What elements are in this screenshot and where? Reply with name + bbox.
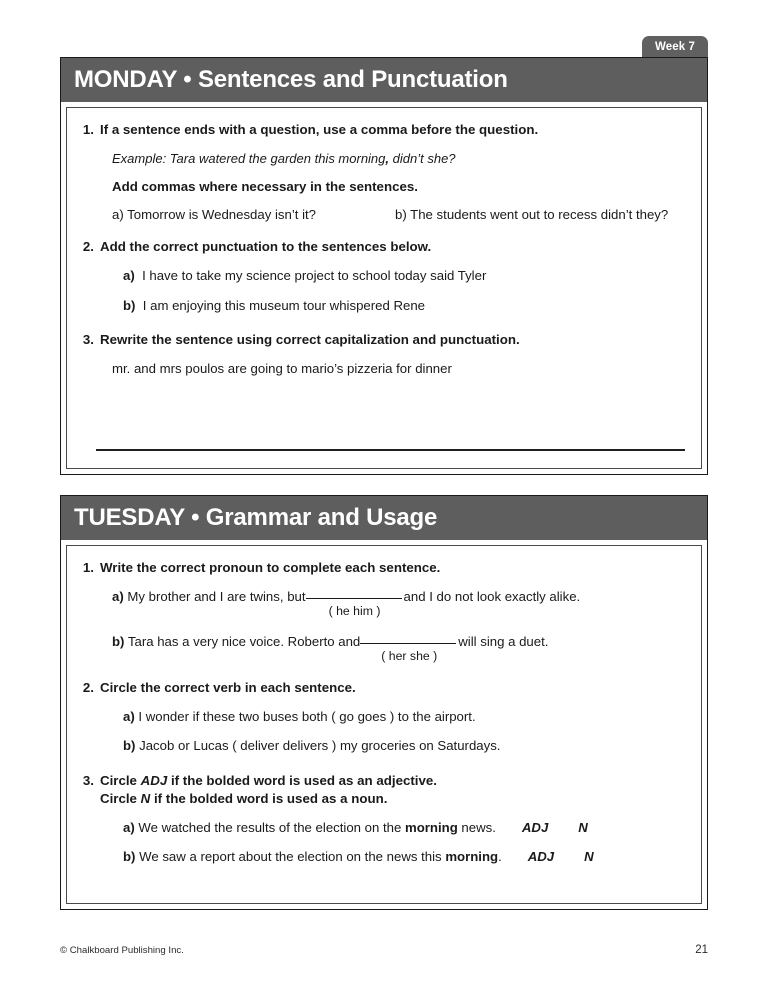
tue-question-1-item-b-before: Tara has a very nice voice. Roberto and xyxy=(127,634,361,650)
footer-copyright: © Chalkboard Publishing Inc. xyxy=(60,945,184,956)
question-2-number: 2. xyxy=(82,239,94,255)
question-1-item-b-text: The students went out to recess didn’t they? xyxy=(410,207,669,223)
tue-question-3-item-a[interactable] xyxy=(123,819,687,837)
tue-question-2-prompt: Circle the correct verb in each sentence. xyxy=(100,679,356,695)
pronoun-hint-b: ( her she ) xyxy=(381,649,438,664)
question-3-prompt: Rewrite the sentence using correct capitalization and punctuation. xyxy=(100,332,520,348)
pronoun-blank-line-b xyxy=(360,643,456,644)
tue-question-3-item-b-n[interactable]: N xyxy=(584,849,594,865)
tue-question-1-prompt: Write the correct pronoun to complete each sentence. xyxy=(100,560,441,575)
tue-question-1-item-a-after: and I do not look exactly alike. xyxy=(403,588,581,604)
tue-question-3-line1-em: ADJ xyxy=(140,772,168,788)
day-header-text-monday xyxy=(74,66,508,94)
tue-question-3-line2-a: Circle xyxy=(100,790,141,806)
day-body-tuesday xyxy=(66,545,702,904)
tue-question-2-item-b[interactable] xyxy=(123,737,687,755)
tue-question-1-item-b-label: b) xyxy=(112,634,125,650)
question-1-item-b-label: b) xyxy=(395,207,407,223)
tue-question-3-item-b-bold: morning xyxy=(445,849,499,865)
tue-question-2-number: 2. xyxy=(82,679,94,695)
tue-question-1-item-a[interactable] xyxy=(112,588,687,618)
tue-question-3-item-a-before: We watched the results of the election on the xyxy=(138,819,406,835)
question-2 xyxy=(81,238,687,256)
question-1-example xyxy=(112,150,687,168)
question-1-subhead: Add commas where necessary in the sentences. xyxy=(112,179,418,195)
question-1-prompt: If a sentence ends with a question, use a comma before the question. xyxy=(100,122,539,137)
day-header-monday xyxy=(61,58,707,102)
tue-question-3-item-a-n[interactable]: N xyxy=(578,819,588,835)
question-2-item-b-label: b) xyxy=(123,297,136,313)
tue-question-3-line2-em: N xyxy=(140,790,151,806)
tue-question-1-item-a-before: My brother and I are twins, but xyxy=(127,588,306,604)
question-1-item-a-label: a) xyxy=(112,207,124,223)
tue-question-2-item-b-label: b) xyxy=(123,738,136,754)
day-name-tuesday: TUESDAY xyxy=(74,504,185,531)
day-block-monday xyxy=(60,57,708,475)
pronoun-blank-b[interactable] xyxy=(360,633,458,664)
tue-question-2-item-a-label: a) xyxy=(123,708,135,724)
question-1-item-b[interactable] xyxy=(395,207,687,222)
tue-question-1-item-a-label: a) xyxy=(112,588,124,604)
question-1 xyxy=(81,121,687,139)
question-2-prompt: Add the correct punctuation to the sentences below. xyxy=(100,239,432,255)
question-2-item-a-text: I have to take my science project to school today said Tyler xyxy=(142,268,487,284)
tue-question-1-item-b[interactable] xyxy=(112,633,687,664)
day-separator-tuesday: • xyxy=(184,504,206,531)
tue-question-3-item-a-label: a) xyxy=(123,819,135,835)
question-1-item-a[interactable] xyxy=(112,207,395,222)
pronoun-hint-a: ( he him ) xyxy=(328,603,381,618)
tue-question-3 xyxy=(81,772,687,808)
question-1-item-a-text: Tomorrow is Wednesday isn’t it? xyxy=(127,207,317,223)
day-header-tuesday xyxy=(61,496,707,540)
day-name-monday: MONDAY xyxy=(74,66,177,93)
day-separator-monday: • xyxy=(176,66,198,93)
question-2-item-b[interactable] xyxy=(123,297,687,315)
page-footer xyxy=(60,944,708,956)
tue-question-3-item-b-label: b) xyxy=(123,849,136,865)
question-2-item-b-text: I am enjoying this museum tour whispered Rene xyxy=(142,297,425,313)
example-suffix: didn’t she? xyxy=(389,150,456,166)
day-topic-monday: Sentences and Punctuation xyxy=(197,66,508,93)
question-1-items xyxy=(112,207,687,222)
tue-question-1-item-b-after: will sing a duet. xyxy=(458,634,549,650)
day-topic-tuesday: Grammar and Usage xyxy=(205,504,438,531)
tue-question-1-number: 1. xyxy=(82,560,94,575)
example-comma: , xyxy=(385,150,390,166)
tue-question-1 xyxy=(81,559,687,577)
day-body-outer-monday xyxy=(61,102,707,474)
question-2-item-a-label: a) xyxy=(123,268,135,284)
week-tab: Week 7 xyxy=(642,36,708,60)
tue-question-3-line1-a: Circle xyxy=(100,772,141,788)
question-3-number: 3. xyxy=(82,332,94,348)
day-header-text-tuesday xyxy=(74,504,437,532)
tue-question-3-item-b-before: We saw a report about the election on the news this xyxy=(139,849,446,865)
question-3-sentence: mr. and mrs poulos are going to mario’s pizzeria for dinner xyxy=(112,361,452,377)
tue-question-3-line1-b: if the bolded word is used as an adjective. xyxy=(167,772,437,788)
pronoun-blank-line-a xyxy=(306,598,402,599)
tue-question-3-prompt xyxy=(100,772,687,808)
tue-question-3-item-a-bold: morning xyxy=(405,819,458,835)
tue-question-3-number: 3. xyxy=(82,772,94,788)
tue-question-3-item-a-after: news. xyxy=(457,819,496,835)
tue-question-3-item-b-after: . xyxy=(498,849,502,865)
question-1-number: 1. xyxy=(82,122,94,137)
day-block-tuesday xyxy=(60,495,708,910)
example-prefix: Example: Tara watered the garden this morning xyxy=(112,150,386,166)
tue-question-2-item-a-text: I wonder if these two buses both ( go goes ) to the airport. xyxy=(138,708,476,724)
tue-question-2 xyxy=(81,679,687,697)
day-body-outer-tuesday xyxy=(61,540,707,909)
day-body-monday xyxy=(66,107,702,469)
tue-question-3-line2-b: if the bolded word is used as a noun. xyxy=(150,790,388,806)
footer-page-number: 21 xyxy=(695,944,708,956)
question-3 xyxy=(81,331,687,349)
tue-question-3-item-b[interactable] xyxy=(123,848,687,866)
pronoun-blank-a[interactable] xyxy=(306,588,404,618)
tue-question-3-item-b-adj[interactable]: ADJ xyxy=(527,849,555,865)
tue-question-3-item-a-adj[interactable]: ADJ xyxy=(521,819,549,835)
question-2-item-a[interactable] xyxy=(123,267,687,285)
tue-question-2-item-a[interactable] xyxy=(123,708,687,726)
tue-question-2-item-b-text: Jacob or Lucas ( deliver delivers ) my groceries on Saturdays. xyxy=(139,738,501,754)
answer-writing-line[interactable] xyxy=(96,449,685,451)
